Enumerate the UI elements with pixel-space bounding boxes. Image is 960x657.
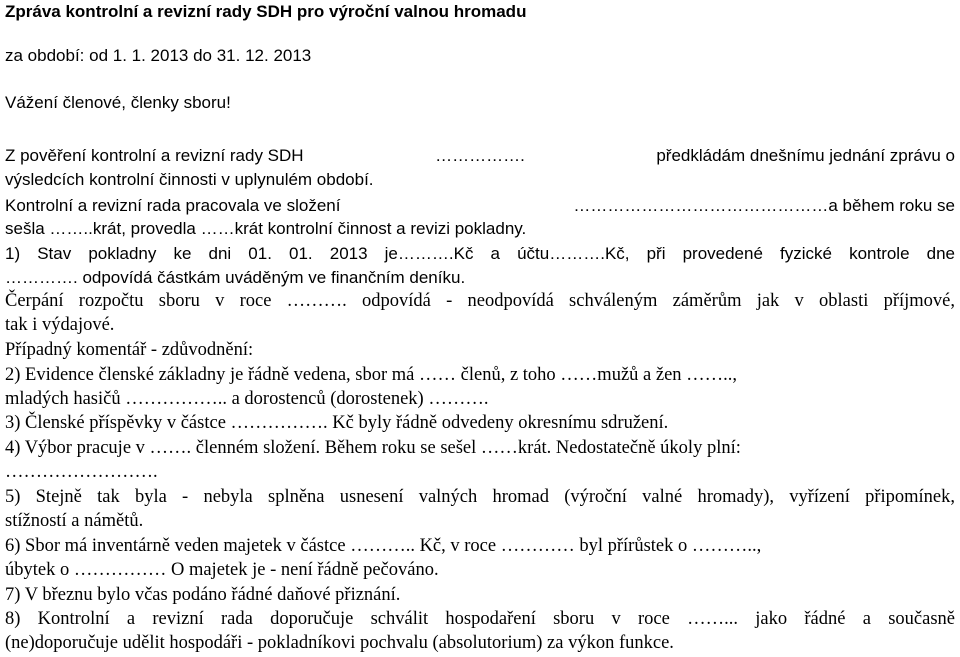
paragraph-line: …………. odpovídá částkám uváděným ve finančním deníku.: [5, 268, 466, 287]
dotted-placeholder: …………….: [435, 146, 525, 165]
paragraph-line: (ne)doporučuje udělit hospodáři - pokladníkovi pochvalu (absolutorium) za výkon funkce.: [5, 633, 674, 653]
paragraph-line: …………………….: [5, 462, 158, 482]
paragraph-line: 2) Evidence členské základny je řádně vedena, sbor má …… členů, z toho ……mužů a žen ……..,: [5, 365, 738, 385]
paragraph-line: [5, 194, 955, 217]
paragraph-line: stížností a námětů.: [5, 511, 144, 531]
text-segment: Z pověření kontrolní a revizní rady SDH: [5, 146, 304, 165]
document-title: Zpráva kontrolní a revizní rady SDH pro výroční valnou hromadu: [5, 2, 527, 21]
paragraph-line: 6) Sbor má inventárně veden majetek v částce ……….. Kč, v roce ………… byl přírůstek o ………..,: [5, 536, 762, 556]
paragraph-line: mladých hasičů …………….. a dorostenců (dorostenek) ……….: [5, 389, 489, 409]
paragraph-line: 1) Stav pokladny ke dni 01. 01. 2013 je……….Kč a účtu……….Kč, při provedené fyzické kontrole dne: [5, 244, 955, 263]
paragraph-line: Případný komentář - zdůvodnění:: [5, 340, 254, 360]
paragraph-line: 7) V březnu bylo včas podáno řádné daňové přiznání.: [5, 585, 401, 605]
paragraph-line: úbytek o …………… O majetek je - není řádně pečováno.: [5, 560, 439, 580]
paragraph-line: výsledcích kontrolní činnosti v uplynulém období.: [5, 170, 374, 189]
paragraph-line: 3) Členské příspěvky v částce ……………. Kč byly řádně odvedeny okresnímu sdružení.: [5, 413, 669, 433]
paragraph-line: [5, 144, 955, 167]
paragraph-line: Čerpání rozpočtu sboru v roce ………. odpovídá - neodpovídá schváleným záměrům jak v oblasti příjmové,: [5, 291, 955, 311]
text-segment: předkládám dnešnímu jednání zprávu o: [656, 146, 955, 165]
text-segment: ………………………………………a během roku se: [573, 196, 955, 215]
period-line: za období: od 1. 1. 2013 do 31. 12. 2013: [5, 46, 312, 65]
text-segment: Kontrolní a revizní rada pracovala ve složení: [5, 196, 341, 215]
paragraph-line: 8) Kontrolní a revizní rada doporučuje schválit hospodaření sboru v roce ……... jako řádné a současně: [5, 609, 955, 629]
paragraph-line: 4) Výbor pracuje v ……. členném složení. Během roku se sešel ……krát. Nedostatečně úkoly plní:: [5, 438, 741, 458]
greeting-line: Vážení členové, členky sboru!: [5, 93, 231, 112]
paragraph-line: tak i výdajové.: [5, 315, 115, 335]
paragraph-line: sešla ……..krát, provedla ……krát kontrolní činnost a revizi pokladny.: [5, 219, 527, 238]
paragraph-line: 5) Stejně tak byla - nebyla splněna usnesení valných hromad (výroční valné hromady), vyřízení připomínek,: [5, 487, 955, 507]
